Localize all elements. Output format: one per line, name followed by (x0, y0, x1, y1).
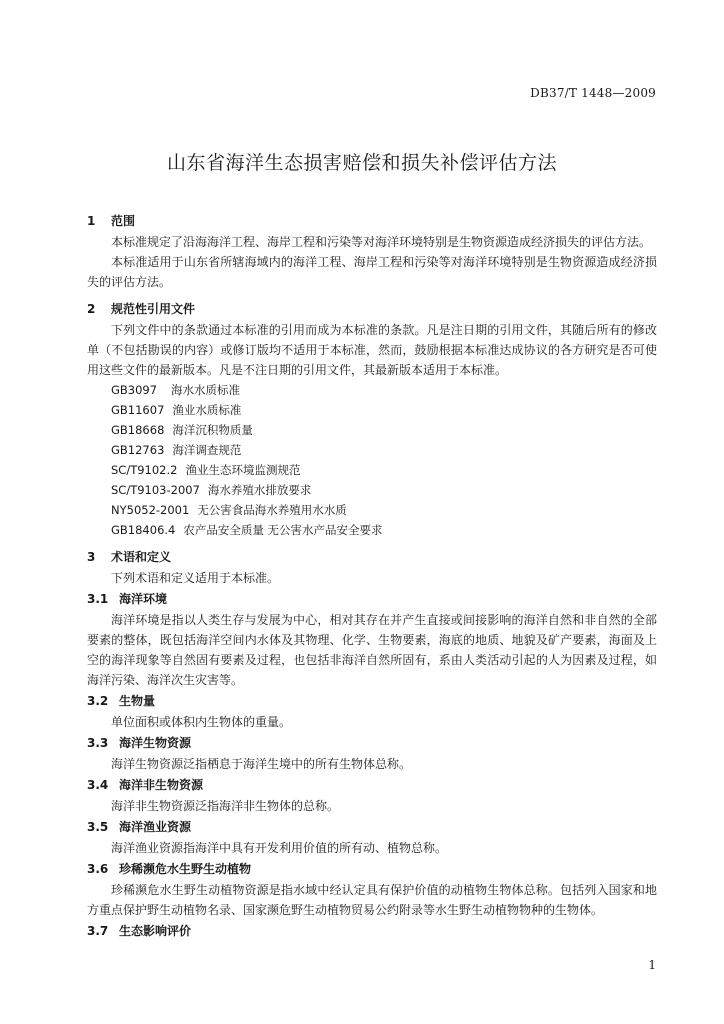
term-definition: 海洋非生物资源泛指海洋非生物体的总称。 (111, 799, 340, 813)
reference-code: GB12763 (111, 443, 165, 457)
reference-item (87, 520, 657, 540)
section-heading-normative-references (87, 298, 657, 320)
reference-code: GB18668 (111, 423, 165, 437)
term-number: 3.6 (87, 862, 109, 876)
term-number: 3.3 (87, 736, 109, 750)
term-definition: 海洋生物资源泛指栖息于海洋生境中的所有生物体总称。 (111, 757, 412, 771)
section-number: 1 (87, 214, 96, 228)
reference-code: NY5052-2001 (111, 503, 190, 517)
section-title: 术语和定义 (111, 550, 172, 564)
section-heading-terms-definitions (87, 546, 657, 568)
paragraph: 本标准规定了沿海海洋工程、海岸工程和污染等对海洋环境特别是生物资源造成经济损失的评估方法。 (111, 235, 652, 249)
term-heading (87, 732, 657, 754)
reference-name: 农产品安全质量 无公害水产品安全要求 (183, 523, 383, 537)
paragraph: 下列文件中的条款通过本标准的引用而成为本标准的条款。凡是注日期的引用文件，其随后所有的修改单（不包括勘误的内容）或修订版均不适用于本标准，然而，鼓励根据本标准达成协议的各方研究是否可使用这些文件的最新版本。凡是不注日期的引用文件，其最新版本适用于本标准。 (87, 323, 657, 377)
reference-name: 渔业生态环境监测规范 (185, 463, 301, 477)
term-heading (87, 816, 657, 838)
term-title: 生态影响评价 (119, 924, 192, 938)
reference-item (87, 380, 657, 400)
reference-name: 海洋沉积物质量 (172, 423, 253, 437)
document-body (87, 208, 657, 942)
section-title: 范围 (111, 214, 136, 228)
reference-name: 海洋调查规范 (172, 443, 242, 457)
section-number: 3 (87, 550, 96, 564)
term-heading (87, 858, 657, 880)
term-title: 生物量 (119, 694, 156, 708)
term-number: 3.2 (87, 694, 109, 708)
term-title: 珍稀濒危水生野生动植物 (119, 862, 252, 876)
reference-name: 无公害食品海水养殖用水水质 (197, 503, 347, 517)
section-title: 规范性引用文件 (111, 302, 196, 316)
term-title: 海洋非生物资源 (119, 778, 204, 792)
term-number: 3.5 (87, 820, 109, 834)
reference-name: 渔业水质标准 (172, 403, 242, 417)
standard-code: DB37/T 1448—2009 (530, 86, 656, 100)
term-heading (87, 920, 657, 942)
term-number: 3.1 (87, 592, 109, 606)
page-number: 1 (648, 958, 656, 972)
term-number: 3.4 (87, 778, 109, 792)
reference-item (87, 460, 657, 480)
reference-code: GB18406.4 (111, 523, 176, 537)
term-definition: 海洋渔业资源指海洋中具有开发利用价值的所有动、植物总称。 (111, 841, 448, 855)
reference-code: SC/T9102.2 (111, 463, 178, 477)
reference-name: 海水水质标准 (171, 383, 240, 397)
term-heading (87, 588, 657, 610)
term-number: 3.7 (87, 924, 109, 938)
term-definition: 珍稀濒危水生野生动植物资源是指水域中经认定具有保护价值的动植物生物体总称。包括列入国家和地方重点保护野生动植物名录、国家濒危野生动植物贸易公约附录等水生野生动植物物种的生物体。 (87, 883, 657, 917)
term-definition: 单位面积或体积内生物体的重量。 (111, 715, 292, 729)
document-title: 山东省海洋生态损害赔偿和损失补偿评估方法 (166, 152, 557, 174)
reference-item (87, 400, 657, 420)
reference-name: 海水养殖水排放要求 (207, 483, 312, 497)
reference-item (87, 480, 657, 500)
term-title: 海洋渔业资源 (119, 820, 192, 834)
term-title: 海洋生物资源 (119, 736, 192, 750)
reference-code: GB3097 (111, 383, 158, 397)
paragraph: 下列术语和定义适用于本标准。 (111, 571, 280, 585)
term-heading (87, 774, 657, 796)
term-heading (87, 690, 657, 712)
section-heading-scope (87, 210, 657, 232)
reference-code: GB11607 (111, 403, 165, 417)
section-number: 2 (87, 302, 96, 316)
reference-code: SC/T9103-2007 (111, 483, 200, 497)
reference-item (87, 420, 657, 440)
reference-item (87, 440, 657, 460)
paragraph: 本标准适用于山东省所辖海域内的海洋工程、海岸工程和污染等对海洋环境特别是生物资源造成经济损失的评估方法。 (87, 255, 657, 289)
term-definition: 海洋环境是指以人类生存与发展为中心，相对其存在并产生直接或间接影响的海洋自然和非自然的全部要素的整体，既包括海洋空间内水体及其物理、化学、生物要素，海底的地质、地貌及矿产要素，海面及上空的海洋现象等自然固有要素及过程，也包括非海洋自然所固有，系由人类活动引起的人为因素及过程，如海洋污染、海洋次生灾害等。 (87, 613, 657, 687)
reference-item (87, 500, 657, 520)
term-title: 海洋环境 (119, 592, 168, 606)
